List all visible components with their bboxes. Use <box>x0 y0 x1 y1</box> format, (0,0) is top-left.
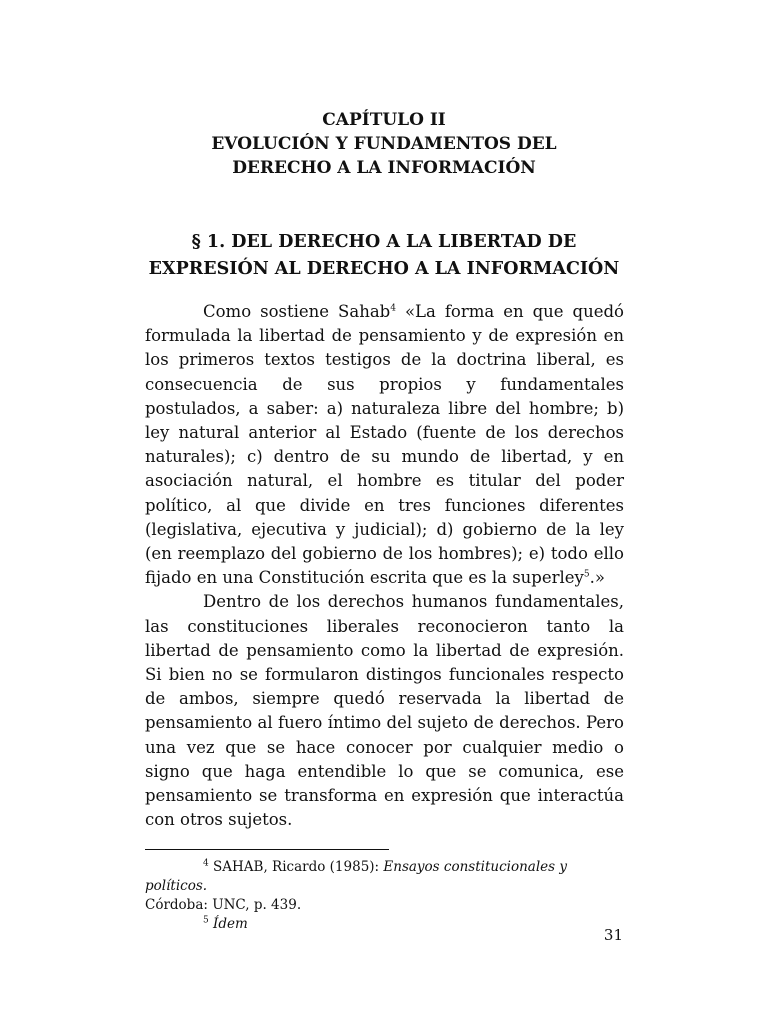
paragraph-2: Dentro de los derechos humanos fundamentales, las constituciones liberales reconocieron tanto la libertad de pensamiento como la libertad de expresión. Si bien no se formularon distingos funcionales respecto de ambos, siempre quedó reservada la libertad de pensamiento al fuero íntimo del sujeto de derechos. Pero una vez que se hace conocer por cualquier medio o signo que haga entendible lo que se comunica, ese pensamiento se transforma en expresión que interactúa con otros sujetos. <box>145 592 624 830</box>
footnote-4-continuation: Córdoba: UNC, p. 439. <box>145 897 302 913</box>
paragraph-1-text-a: Como sostiene Sahab <box>203 302 391 321</box>
footnote-4-text-a: SAHAB, Ricardo (1985): <box>208 859 384 875</box>
section-title-line-1: § 1. DEL DERECHO A LA LIBERTAD DE <box>191 232 577 252</box>
chapter-number: CAPÍTULO II <box>322 110 446 130</box>
footnotes <box>145 858 625 934</box>
chapter-title-line-2: DERECHO A LA INFORMACIÓN <box>232 158 536 178</box>
section-heading <box>130 229 638 283</box>
paragraph-1 <box>145 300 624 590</box>
body-text <box>145 300 624 832</box>
footnote-5-number: 5 <box>203 915 209 926</box>
footnote-ref-5: 5 <box>583 569 590 580</box>
footnote-5-title: Ídem <box>213 916 248 932</box>
chapter-heading <box>145 108 623 180</box>
footnote-4-number: 4 <box>203 858 209 869</box>
footnote-4 <box>145 858 625 896</box>
section-title-line-2: EXPRESIÓN AL DERECHO A LA INFORMACIÓN <box>148 259 620 279</box>
chapter-title-line-1: EVOLUCIÓN Y FUNDAMENTOS DEL <box>211 134 557 154</box>
footnote-5 <box>145 915 625 934</box>
paragraph-1-text-c: .» <box>589 568 605 588</box>
footnote-4-title: Ensayos constitucionales y políticos. <box>145 859 567 894</box>
footnote-ref-4: 4 <box>390 303 396 314</box>
page-number: 31 <box>603 926 623 944</box>
paragraph-1-text-b: «La forma en que quedó formulada la libertad de pensamiento y de expresión en los primeros textos testigos de la doctrina liberal, es consecuencia de sus propios y fundamentales postulados, a saber: a) naturaleza libre del hombre; b) ley natural anterior al Estado (fuente de los derechos naturales); c) dentro de su mundo de libertad, y en asociación natural, el hombre es titular del poder político, al que divide en tres funciones diferentes (legislativa, ejecutiva y judicial); d) gobierno de la ley (en reemplazo del gobierno de los hombres); e) todo ello fijado en una Constitución escrita que es la superley <box>145 302 624 588</box>
footnote-separator <box>145 849 389 850</box>
